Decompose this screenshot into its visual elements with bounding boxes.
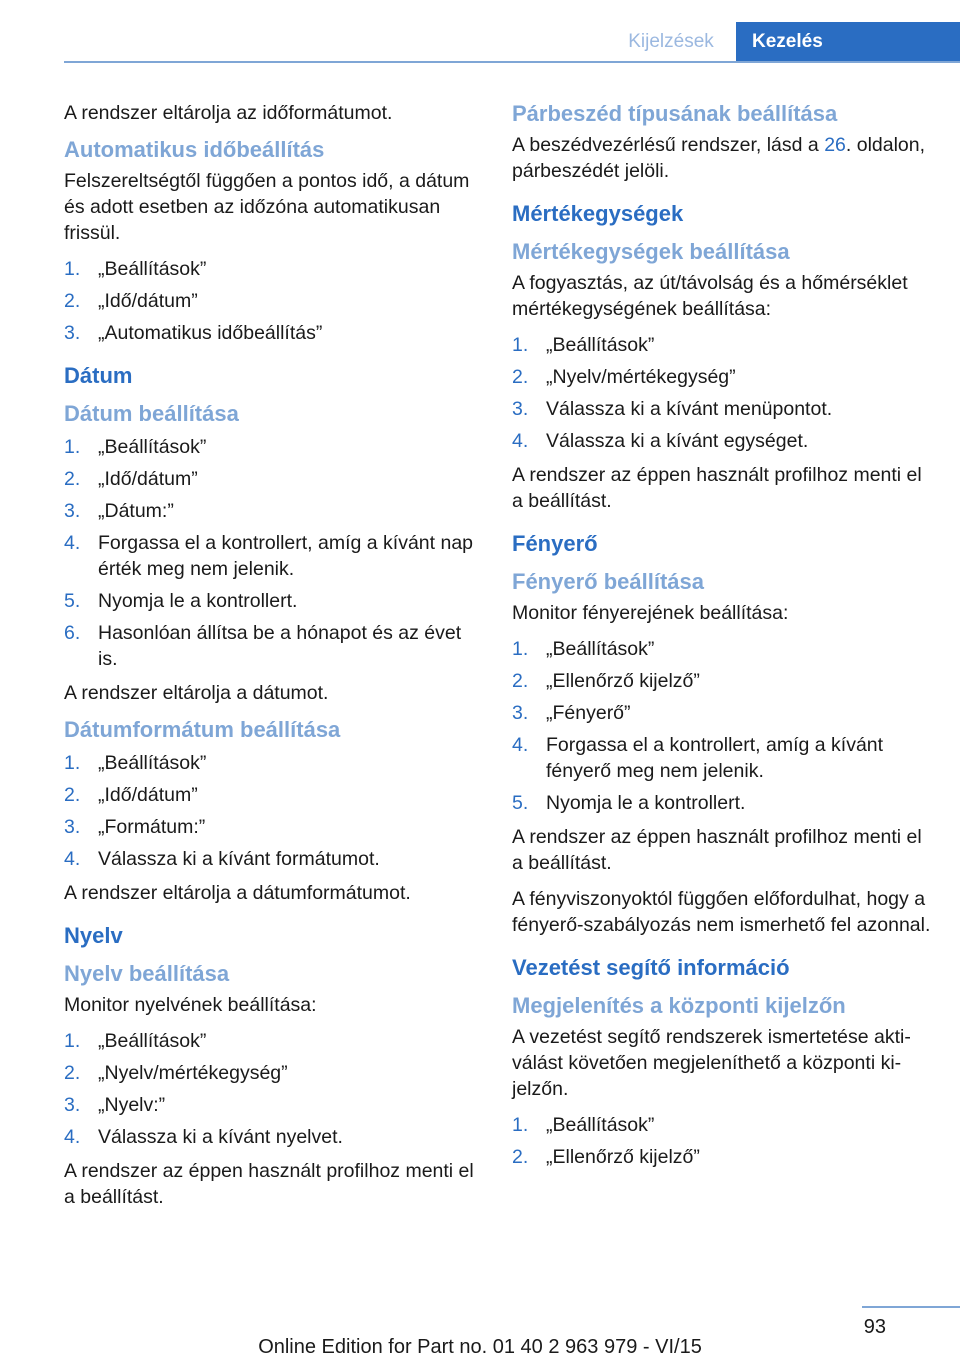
list-item: 1. „Beállítások”: [512, 334, 655, 356]
auto-time-text: Felszereltségtől függően a pontos idő, a dátum és adott esetben az időzóna automatikusan frissül.: [64, 170, 470, 244]
list-item: 4. Forgassa el a kontrollert, amíg a kívánt fényerő meg nem jelenik.: [512, 734, 884, 782]
list-item: 5. Nyomja le a kontrollert.: [512, 792, 746, 814]
list-item: 3. „Automatikus időbeállítás”: [64, 322, 323, 344]
list-item: 3. „Formátum:”: [64, 816, 206, 838]
driver-info-text: A vezetést segítő rendszerek ismertetése aktiválást követően megjeleníthető a központi kijelzőn.: [512, 1026, 911, 1100]
list-item: 1. „Beállítások”: [64, 1030, 207, 1052]
driver-info-subheading: Megjelenítés a központi kijelzőn: [512, 993, 846, 1018]
brightness-after-text: A rendszer az éppen használt profilhoz menti el a beállítást.: [512, 826, 922, 874]
date-subheading: Dátum beállítása: [64, 401, 239, 426]
list-item: 3. Válassza ki a kívánt menüpontot.: [512, 398, 833, 420]
date-heading: Dátum: [64, 363, 133, 388]
list-item: 2. „Nyelv/mértékegység”: [64, 1062, 288, 1084]
units-after-text: A rendszer az éppen használt profilhoz menti el a beállítást.: [512, 464, 922, 512]
language-subheading: Nyelv beállítása: [64, 961, 230, 986]
brightness-steps: [512, 636, 932, 816]
units-heading: Mértékegységek: [512, 201, 684, 226]
units-steps: [512, 332, 932, 454]
left-column: [64, 100, 484, 1220]
list-item: 4. Válassza ki a kívánt formátumot.: [64, 848, 380, 870]
page-reference-link[interactable]: 26: [824, 134, 846, 156]
page-header: [0, 0, 960, 64]
list-item: 3. „Nyelv:”: [64, 1094, 166, 1116]
footer-divider: [862, 1306, 960, 1308]
language-after-text: A rendszer az éppen használt profilhoz menti el a beállítást.: [64, 1160, 474, 1208]
language-heading: Nyelv: [64, 923, 123, 948]
page-number: 93: [863, 1316, 886, 1338]
list-item: 2. „Idő/dátum”: [64, 290, 198, 312]
list-item: 6. Hasonlóan állítsa be a hónapot és az évet is.: [64, 622, 462, 670]
tab-kijelzesek[interactable]: Kijelzések: [628, 31, 714, 52]
date-format-steps: [64, 750, 484, 872]
list-item: 1. „Beállítások”: [512, 1114, 655, 1136]
list-item: 3. „Fényerő”: [512, 702, 631, 724]
dialog-text: A beszédvezérlésű rendszer, lásd a 26. oldalon, párbeszédét jelöli.: [512, 134, 926, 182]
date-after-text: A rendszer eltárolja a dátumot.: [64, 682, 329, 704]
list-item: 2. „Nyelv/mértékegység”: [512, 366, 736, 388]
auto-time-steps: [64, 256, 484, 346]
brightness-note: A fényviszonyoktól függően előfordulhat, hogy a fényerő-szabályozás nem ismerhető fel azonnal.: [512, 888, 931, 936]
right-column: [512, 100, 932, 1178]
header-divider: [64, 61, 960, 63]
date-format-after-text: A rendszer eltárolja a dátumformátumot.: [64, 882, 411, 904]
list-item: 4. Forgassa el a kontrollert, amíg a kívánt nap érték meg nem jelenik.: [64, 532, 474, 580]
list-item: 4. Válassza ki a kívánt egységet.: [512, 430, 809, 452]
edition-note: Online Edition for Part no. 01 40 2 963 979 - VI/15: [258, 1336, 702, 1358]
date-steps: [64, 434, 484, 672]
list-item: 2. „Ellenőrző kijelző”: [512, 1146, 700, 1168]
units-text: A fogyasztás, az út/távolság és a hőmérséklet mértékegységének beállítása:: [512, 272, 908, 320]
brightness-heading: Fényerő: [512, 531, 598, 556]
brightness-subheading: Fényerő beállítása: [512, 569, 704, 594]
list-item: 1. „Beállítások”: [64, 752, 207, 774]
list-item: 1. „Beállítások”: [64, 258, 207, 280]
units-subheading: Mértékegységek beállítása: [512, 239, 790, 264]
language-steps: [64, 1028, 484, 1150]
tab-kezeles[interactable]: Kezelés: [736, 22, 960, 62]
list-item: 1. „Beállítások”: [64, 436, 207, 458]
list-item: 2. „Idő/dátum”: [64, 784, 198, 806]
list-item: 2. „Ellenőrző kijelző”: [512, 670, 700, 692]
date-format-subheading: Dátumformátum beállítása: [64, 717, 341, 742]
list-item: 1. „Beállítások”: [512, 638, 655, 660]
driver-info-heading: Vezetést segítő információ: [512, 955, 790, 980]
dialog-subheading: Párbeszéd típusának beállítása: [512, 101, 838, 126]
auto-time-heading: Automatikus időbeállítás: [64, 137, 325, 162]
list-item: 4. Válassza ki a kívánt nyelvet.: [64, 1126, 343, 1148]
list-item: 3. „Dátum:”: [64, 500, 174, 522]
list-item: 2. „Idő/dátum”: [64, 468, 198, 490]
intro-text: A rendszer eltárolja az időformátumot.: [64, 102, 393, 124]
brightness-text: Monitor fényerejének beállítása:: [512, 602, 789, 624]
language-text: Monitor nyelvének beállítása:: [64, 994, 317, 1016]
driver-info-steps: [512, 1112, 932, 1170]
list-item: 5. Nyomja le a kontrollert.: [64, 590, 298, 612]
